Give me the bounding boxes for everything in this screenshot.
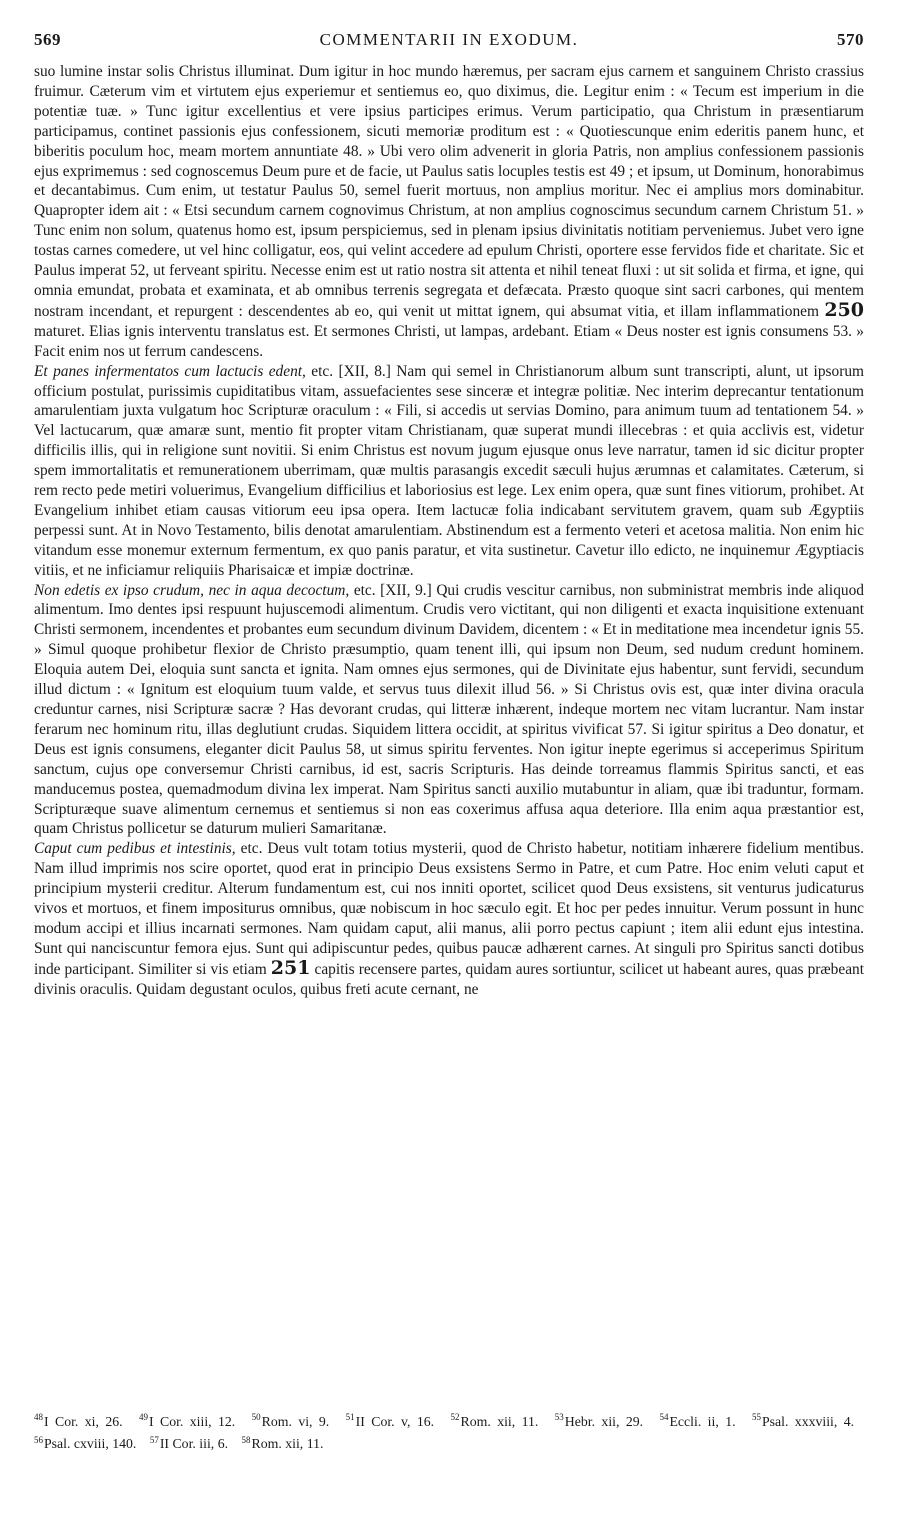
marginal-column-number: 250: [824, 298, 864, 321]
document-page: [34, 30, 864, 1510]
footnotes: [34, 1408, 864, 1488]
footnote-item: [451, 1414, 539, 1429]
paragraph-3: [34, 581, 864, 840]
footnote-reference: Rom. vi, 9.: [261, 1413, 330, 1429]
paragraph-4: [34, 839, 864, 999]
footnote-number: 54: [659, 1412, 669, 1422]
footnote-reference: Rom. xii, 11.: [251, 1436, 324, 1452]
footnote-reference: II Cor. iii, 6.: [159, 1436, 229, 1452]
footnote-reference: I Cor. xiii, 12.: [149, 1413, 236, 1429]
footnote-reference: Hebr. xii, 29.: [564, 1413, 644, 1429]
footnote-number: 53: [554, 1412, 564, 1422]
paragraph-text: capitis recensere partes, quidam aures sortiuntur, scilicet ut habeant aures, quas præbeant divinis oraculis. Quidam degustant oculos, quibus freti acute cernant, ne: [34, 960, 864, 998]
running-header: [34, 30, 864, 54]
footnote-reference: Rom. xii, 11.: [460, 1413, 539, 1429]
footnote-reference: II Cor. v, 16.: [355, 1413, 435, 1429]
footnote-item: [752, 1414, 854, 1429]
paragraph-text: suo lumine instar solis Christus illuminat. Dum igitur in hoc mundo hæremus, per sacram ejus carnem et sanguinem Christo crassius fruimur. Cæterum vim et virtutem ejus experiemur et sentiemus eo, quo diximus, die. Legitur enim : « Tecum est imperium in die potentiæ tuæ. » Tunc igitur excellentius et vere ipsius participes erimus. Verum participatio, qua Christum in præsentiarum participamus, continet passionis ejus confessionem, sicuti memoriæ proditum est : « Quotiescunque enim ederitis panem hunc, et biberitis poculum hoc, meam mortem annuntiate 48. » Ubi vero olim advenerit in gloria Patris, non amplius confessionem passionis ejus exprimemus : sed cognoscemus Deum pure et de facie, ut Paulus satis locuples testis est 49 ; et ipsum, ut Dominum, honorabimus et decantabimus. Cum enim, ut testatur Paulus 50, semel fuerit mortuus, non amplius moritur. Nec ei amplius mors dominabitur. Quapropter idem ait : « Etsi secundum carnem cognovimus Christum, at non amplius cognoscimus secundum carnem Christum 51. » Tunc enim non solum, quatenus homo est, ipsum perspiciemus, sed in plenam ipsius divinitatis notitiam perveniemus. Jubet vero igne tostas carnes comedere, ut vel hinc colligatur, eos, qui velint accedere ad epulum Christi, oportere esse fervidos fide et charitate. Sic et Paulus imperat 52, ut ferveant spiritu. Necesse enim est ut ratio nostra sit attenta et nihil teneat fluxi : ut sit solida et firma, et igne, qui omnia emundat, probata et examinata, et ab omnibus terrenis segregata et defæcata. Præsto quoque sint sacri carbones, qui mentem nostram incendant, et repurgent : descendentes ab eo, qui venit ut mittat ignem, qui absumat vitia, et illam inflammationem: [34, 63, 864, 320]
footnote-item: [346, 1414, 434, 1429]
paragraph-text: etc. Deus vult totam totius mysterii, quod de Christo habetur, notitiam inhærere fidelium mentibus. Nam illud imprimis nos scire oportet, quod erat in principio Deus exsistens Sermo in Patre, et cum Patre. Hoc enim veluti caput et principium mysterii creditur. Alterum fundamentum est, cui nos inniti oportet, scilicet quod Deus exsistens, sit venturus judicaturus vivos et mortuos, et finem impositurus omnibus, quæ nobiscum in hoc sæculo egit. Et hoc per pedes innuitur. Verum possunt in hunc modum accipi et illius incarnati sermones. Nam quidam caput, alii manus, alii porro pectus capiunt ; item alii edunt ejus intestina. Sunt qui nanciscuntur femora ejus. Sunt qui adipiscuntur pedes, quibus paucæ adhærent carnes. At singuli pro Spiritus sancti dotibus inde participant. Similiter si vis etiam: [34, 840, 864, 978]
lemma: Et panes infermentatos cum lactucis edent,: [34, 362, 306, 380]
lemma: Caput cum pedibus et intestinis,: [34, 840, 236, 858]
paragraph-text: maturet. Elias ignis interventu translatus est. Et sermones Christi, ut lampas, ardebant. Etiam « Deus noster est ignis consumens 53. » Facit enim nos ut ferrum candescens.: [34, 322, 864, 360]
footnote-item: [139, 1414, 235, 1429]
footnote-number: 56: [34, 1434, 43, 1445]
footnote-item: [34, 1436, 136, 1451]
footnote-item: [555, 1414, 643, 1429]
footnote-reference: Psal. cxviii, 140.: [44, 1436, 137, 1452]
paragraph-text: etc. [XII, 8.] Nam qui semel in Christianorum album sunt transcripti, alunt, ut ipsorum officium postulat, purissimis cupiditatibus vitam, assuefacientes sese sinceræ et integræ politiæ. Nec interim deprecantur tentationum amarulentiam juxta vulgatum hoc Scripturæ oraculum : « Fili, si accedis ut servias Domino, para animum tuum ad tentationem 54. » Vel lactucarum, quæ amaræ sunt, mentio fit propter vitam Christianam, quæ superat mundi illecebras : et quia acclivis est, videtur difficilis illis, qui in religione sunt novitii. Si enim Christus est novum jugum ejusque onus leve narratur, tamen id sic dicitur propter spem immortalitatis et remunerationem uberrimam, quæ multis parasangis excedit sæculi hujus ærumnas et calamitates. Cæterum, si rem recto pede metiri voluerimus, Evangelium difficilius et laboriosius est lege. Lex enim opera, quæ sunt fines vitiorum, prohibet. At Evangelium inhibet etiam causas vitiorum eeu ipsa opera. Item lactucæ folia indicabant servitutem gravem, quam sub Ægyptiis perpessi sunt. At in Novo Testamento, bilis denotat amarulentiam. Abstinendum est a fermento veteri et acetosa malitia. Non enim hic vitandum esse monemur externum fermentum, ex quo panis paratur, et vita sustinetur. Cavetur illo edicto, ne inquinemur Ægyptiacis vitiis, et ne inficiamur reliquiis Pharisaicæ et impiæ doctrinæ.: [34, 362, 864, 579]
footnote-item: [660, 1414, 736, 1429]
running-title: COMMENTARII IN EXODUM.: [319, 30, 579, 49]
footnote-item: [252, 1414, 330, 1429]
footnote-item: [242, 1436, 324, 1451]
paragraph-1: [34, 62, 864, 362]
main-text: [34, 62, 864, 1407]
footnote-number: 52: [450, 1412, 460, 1422]
footnote-reference: I Cor. xi, 26.: [44, 1413, 123, 1429]
footnote-number: 57: [149, 1434, 159, 1445]
page-number-left: 569: [34, 30, 61, 49]
page-number-right: 570: [837, 30, 864, 49]
footnote-number: 50: [251, 1412, 261, 1422]
marginal-column-number: 251: [270, 956, 311, 979]
paragraph-2: [34, 362, 864, 581]
footnote-number: 55: [751, 1412, 761, 1422]
footnote-reference: Psal. xxxviii, 4.: [761, 1413, 855, 1429]
footnote-item: [34, 1414, 123, 1429]
footnote-number: 48: [34, 1412, 43, 1422]
footnote-number: 51: [345, 1412, 355, 1422]
paragraph-text: etc. [XII, 9.] Qui crudis vescitur carnibus, non subministrat membris inde aliquod alimentum. Imo dentes ipsi respuunt hujuscemodi alimentum. Crudis vero victitant, qui non diligenti et exacta inquisitione extenuant Christi sermonem, incendentes et probantes eum secundum divinum Davidem, dicentem : « Et in meditatione mea incendetur ignis 55. » Simul quoque prohibetur flexior de Christo præsumptio, quam tenent illi, qui ipsum non Deum, sed nudum credunt hominem. Eloquia autem Dei, eloquia sunt sancta et ignita. Nam omnes ejus sermones, qui de Divinitate ejus habentur, sunt fervidi, secundum illud dictum : « Ignitum est eloquium tuum valde, et servus tuus dilexit illud 56. » Si Christus ovis est, quæ inter divina oracula creduntur carnes, nisi Scripturæ sacræ ? Has devorant crudas, qui litteræ inhærent, indeque mortem nec vitam lucrantur. Nam instar ferarum nec hominum ritu, illas deglutiunt crudas. Siquidem littera occidit, at spiritus vivificat 57. Si igitur spiritus a Deo donatur, et Deus est ignis consumens, eleganter dicit Paulus 58, ut simus spiritu ferventes. Non igitur inepte egerimus si acceperimus Spiritum sanctum, cujus ope conversemur Christi carnibus, id est, sacris Scripturis. Has deinde torreamus flammis Spiritus sancti, et eas manducemus postea, quemadmodum divina lex imperat. Nam Spiritus sancti auxilio mutabuntur in aliam, quæ ibi traduntur, formam. Scripturæque suave alimentum cernemus et sentiemus si non eas coxerimus affusa aqua deteriore. Illa enim aqua præstantior est, quam Christus pollicetur se daturum mulieri Samaritanæ.: [34, 581, 864, 838]
footnote-item: [150, 1436, 228, 1451]
footnote-number: 58: [241, 1434, 251, 1445]
footnote-number: 49: [139, 1412, 148, 1422]
lemma: Non edetis ex ipso crudum, nec in aqua decoctum,: [34, 581, 350, 599]
footnote-reference: Eccli. ii, 1.: [669, 1413, 736, 1429]
